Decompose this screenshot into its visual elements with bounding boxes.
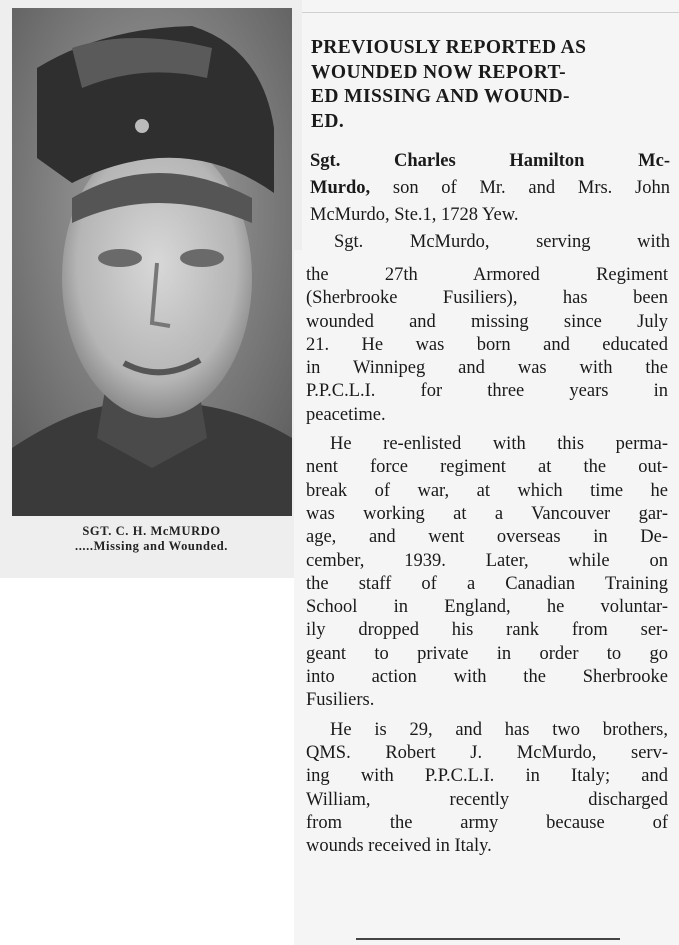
body-line: He re-enlisted with this perma-: [330, 434, 668, 455]
headline-line: WOUNDED NOW REPORT-: [311, 61, 567, 83]
lead-line: Sgt. Charles Hamilton Mc-: [310, 151, 670, 171]
body-line: (Sherbrooke Fusiliers), has been: [306, 288, 668, 309]
body-line: QMS. Robert J. McMurdo, serv-: [306, 742, 668, 763]
body-line: the staff of a Canadian Training: [306, 573, 668, 594]
body-line: cember, 1939. Later, while on: [306, 550, 668, 571]
body-line: wounded and missing since July: [306, 311, 668, 332]
caption-status: .....Missing and Wounded.: [74, 539, 229, 553]
body-line: in Winnipeg and was with the: [306, 358, 668, 379]
body-line: ily dropped his rank from ser-: [306, 620, 668, 641]
lead-line: Sgt. McMurdo, serving with: [334, 232, 670, 252]
body-line: School in England, he voluntar-: [306, 597, 668, 618]
body-line: the 27th Armored Regiment: [306, 265, 668, 285]
body-line: was working at a Vancouver gar-: [306, 503, 668, 524]
lead-line: McMurdo, Ste.1, 1728 Yew.: [310, 205, 519, 225]
headline-line: PREVIOUSLY REPORTED AS: [311, 37, 587, 58]
body-line: ing with P.P.C.L.I. in Italy; and: [306, 766, 668, 787]
body-line: break of war, at which time he: [306, 480, 668, 501]
body-line: 21. He was born and educated: [306, 334, 668, 355]
body-line: from the army because of: [306, 812, 668, 833]
headline-line: ED MISSING AND WOUND-: [311, 86, 570, 107]
end-rule: [356, 938, 620, 940]
body-line: peacetime.: [306, 404, 386, 425]
caption-name: SGT. C. H. McMURDO: [82, 524, 221, 538]
body-line: age, and went overseas in De-: [306, 527, 668, 548]
portrait-image: [12, 8, 292, 516]
body-line: into action with the Sherbrooke: [306, 667, 668, 688]
clipping-edge: [302, 12, 679, 13]
article-body: [306, 264, 668, 858]
headline-line: ED.: [311, 110, 345, 132]
photo-clipping: [0, 0, 303, 578]
body-line: wounds received in Italy.: [306, 836, 492, 857]
body-line: He is 29, and has two brothers,: [330, 719, 668, 740]
body-line: William, recently discharged: [306, 789, 668, 810]
body-line: geant to private in order to go: [306, 643, 668, 664]
article-lead: [310, 148, 670, 256]
portrait-photo: [12, 8, 292, 516]
body-line: nent force regiment at the out-: [306, 457, 668, 478]
lead-line: Murdo, son of Mr. and Mrs. John: [310, 178, 670, 198]
article-headline: [311, 36, 671, 134]
photo-caption: [0, 524, 303, 554]
body-line: Fusiliers.: [306, 690, 375, 711]
body-line: P.P.C.L.I. for three years in: [306, 381, 668, 402]
